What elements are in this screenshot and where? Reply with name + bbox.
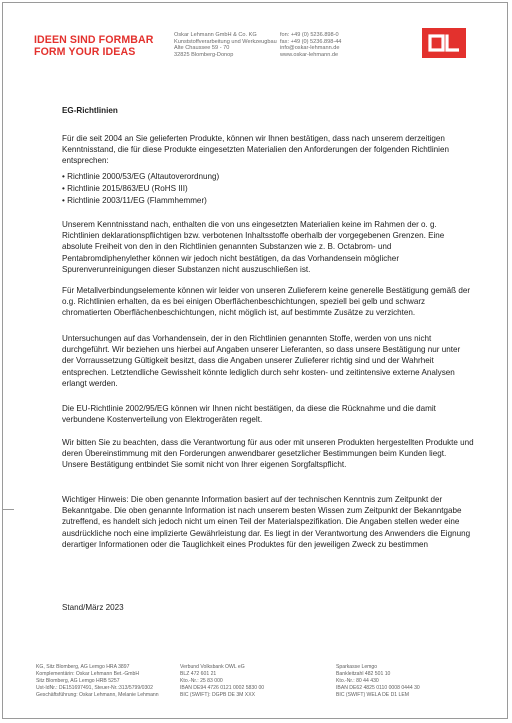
paragraph-text: Untersuchungen auf das Vorhandensein, der in den Richtlinien genannten Stoffe, werden von uns nicht durchgeführt. Wir beziehen uns hierbei auf Angaben unserer Lieferanten, so dass unsere Bestätigung nur unter der Vorraussetzung Gültigkeit besitzt, dass die Angaben unserer Zulieferer richtig sind und der Wahrheit entsprechen. Letztendliche Gewissheit könnte lediglich durch sehr kosten- und zeitintensive externe Analysen erlangt werden. — [62, 334, 461, 388]
footer-line: Bankleitzahl 482 501 10 — [336, 671, 391, 677]
paragraph-text: Für Metallverbindungselemente können wir leider von unseren Zulieferern keine generelle Bestätigung gemäß der o.g. Richtlinien erhalten, da es bei einigen Oberflächenbeschichtungen, speziell bei gelb und schwarz chromatierten Oberflächenbeschichtungen, nicht möglich ist, auf bestimmte Zusätze zu verzichten. — [62, 286, 471, 318]
fold-mark — [2, 509, 14, 510]
footer-line: Geschäftsführung: Oskar Lehmann, Melanie Lehmann — [36, 692, 159, 698]
paragraph-3 — [62, 333, 474, 389]
company-business: Kunststoffverarbeitung und Werkzeugbau — [174, 38, 277, 45]
bullet-text: Richtlinie 2015/863/EU (RoHS III) — [67, 184, 188, 193]
paragraph-text: Die EU-Richtlinie 2002/95/EG können wir Ihnen nicht bestätigen, da diese die Rücknahme und die damit verbundene Kostenverteilung von Elektrogeräten regelt. — [62, 404, 436, 425]
company-address — [174, 32, 277, 58]
company-contact — [280, 32, 341, 58]
company-name: Oskar Lehmann GmbH & Co. KG — [174, 32, 257, 38]
bullet-text: Richtlinie 2000/53/EG (Altautoverordnung) — [67, 172, 220, 181]
slogan-line-de: IDEEN SIND FORMBAR — [34, 34, 154, 46]
footer-line: Kto.-Nr.: 25 83 000 — [180, 678, 223, 684]
paragraph-important-note — [62, 494, 474, 550]
ol-logo-icon — [428, 34, 460, 52]
contact-email[interactable]: info@oskar-lehmann.de — [280, 45, 340, 52]
paragraph-2 — [62, 285, 474, 319]
letter-date: Stand/März 2023 — [62, 603, 124, 612]
letter-intro — [62, 133, 474, 167]
footer-bank-volksbank — [180, 664, 264, 699]
footer-line: KG, Sitz Blomberg, AG Lemgo HRA 3897 — [36, 664, 130, 670]
contact-fax: fax: +49 (0) 5236.898-44 — [280, 38, 342, 45]
company-street: Alte Chaussee 59 - 70 — [174, 45, 230, 52]
letter-title: EG-Richtlinien — [62, 106, 118, 115]
paragraph-4 — [62, 403, 474, 425]
company-city: 32825 Blomberg-Donop — [174, 51, 234, 58]
footer-line: Sitz Blomberg, AG Lemgo HRB 5257 — [36, 678, 120, 684]
paragraph-text: Wichtiger Hinweis: Die oben genannte Information basiert auf der technischen Kenntnis zum Zeitpunkt der Bekanntgabe. Die oben genannte Information ist nach unserem besten Wissen zum Zeitpunkt der Bekanntgabe zutreffend, es handelt sich jedoch nicht um einen Teil der Materialspezifikation. Die Angaben stellen weder eine ausdrückliche noch eine implizierte Gewährleistung dar. Es liegt in der Verantwortung des Anwenders die Eignung derartiger Informationen oder die Tauglichkeit eines Produktes für den jeweiligen Zweck zu bestimmen — [62, 495, 471, 549]
footer-line: Sparkasse Lemgo — [336, 664, 378, 670]
footer-line: BLZ 472 601 21 — [180, 671, 217, 677]
contact-website[interactable]: www.oskar-lehmann.de — [280, 51, 339, 58]
paragraph-1 — [62, 219, 474, 275]
slogan-line-en: FORM YOUR IDEAS — [34, 46, 136, 58]
bullet-text: Richtlinie 2003/11/EG (Flammhemmer) — [67, 196, 207, 205]
bullet-item: • Richtlinie 2015/863/EU (RoHS III) — [62, 184, 188, 193]
footer-line: Ust-IdNr.: DE151697491, Steuer-Nr.:313/5799/0302 — [36, 685, 153, 691]
paragraph-text: Wir bitten Sie zu beachten, dass die Verantwortung für aus oder mit unseren Produkten hergestellten Produkte und deren Übereinstimmung mit den Forderungen anwendbarer gesetzlicher Bestimmungen beim Kunden liegt. Unsere Bestätigung entbindet Sie somit nicht von Ihrer eigenen Sorgfaltspflicht. — [62, 438, 474, 470]
footer-bank-sparkasse — [336, 664, 420, 699]
footer-line: IBAN DE94 4726 0121 0002 5830 00 — [180, 685, 265, 691]
footer-line: BIC (SWIFT) WELA DE D1 LEM — [336, 692, 410, 698]
company-slogan — [34, 34, 154, 58]
footer-line: IBAN DE62 4825 0110 0008 0444 30 — [336, 685, 420, 691]
footer-line: Verbund Volksbank OWL eG — [180, 664, 245, 670]
paragraph-5 — [62, 437, 474, 471]
bullet-item: • Richtlinie 2003/11/EG (Flammhemmer) — [62, 196, 207, 205]
company-logo — [422, 28, 466, 58]
footer-legal — [36, 664, 159, 699]
intro-paragraph: Für die seit 2004 an Sie gelieferten Produkte, können wir Ihnen bestätigen, dass nach unserem derzeitigen Kenntnisstand, die für diese Produkte eingesetzten Materialien den Anforderungen der folgenden Richtlinien entsprechen: — [62, 134, 449, 166]
footer-line: Komplementärin: Oskar Lehmann Bet.-GmbH — [36, 671, 140, 677]
footer-line: BIC (SWIFT): DGPB DE 3M XXX — [180, 692, 255, 698]
bullet-item: • Richtlinie 2000/53/EG (Altautoverordnung) — [62, 172, 220, 181]
contact-phone: fon: +49 (0) 5236.898-0 — [280, 32, 339, 38]
footer-line: Kto.-Nr.: 80 44 430 — [336, 678, 379, 684]
paragraph-text: Unserem Kenntnisstand nach, enthalten die von uns eingesetzten Materialien keine im Rahmen der o. g. Richtlinien deklarationspflichtigen bzw. verbotenen Inhaltsstoffe oberhalb der vorgegebenen Grenzen. Eine absolute Freiheit von den in den Richtlinien genannten Substanzen wie z. B. Octabrom- und Pentabromdiphenylether können wir jedoch nicht bestätigen, da das Vorhandensein möglicher Spurenverunreinigungen dieser Substanzen nicht auszuschließen ist. — [62, 220, 445, 274]
